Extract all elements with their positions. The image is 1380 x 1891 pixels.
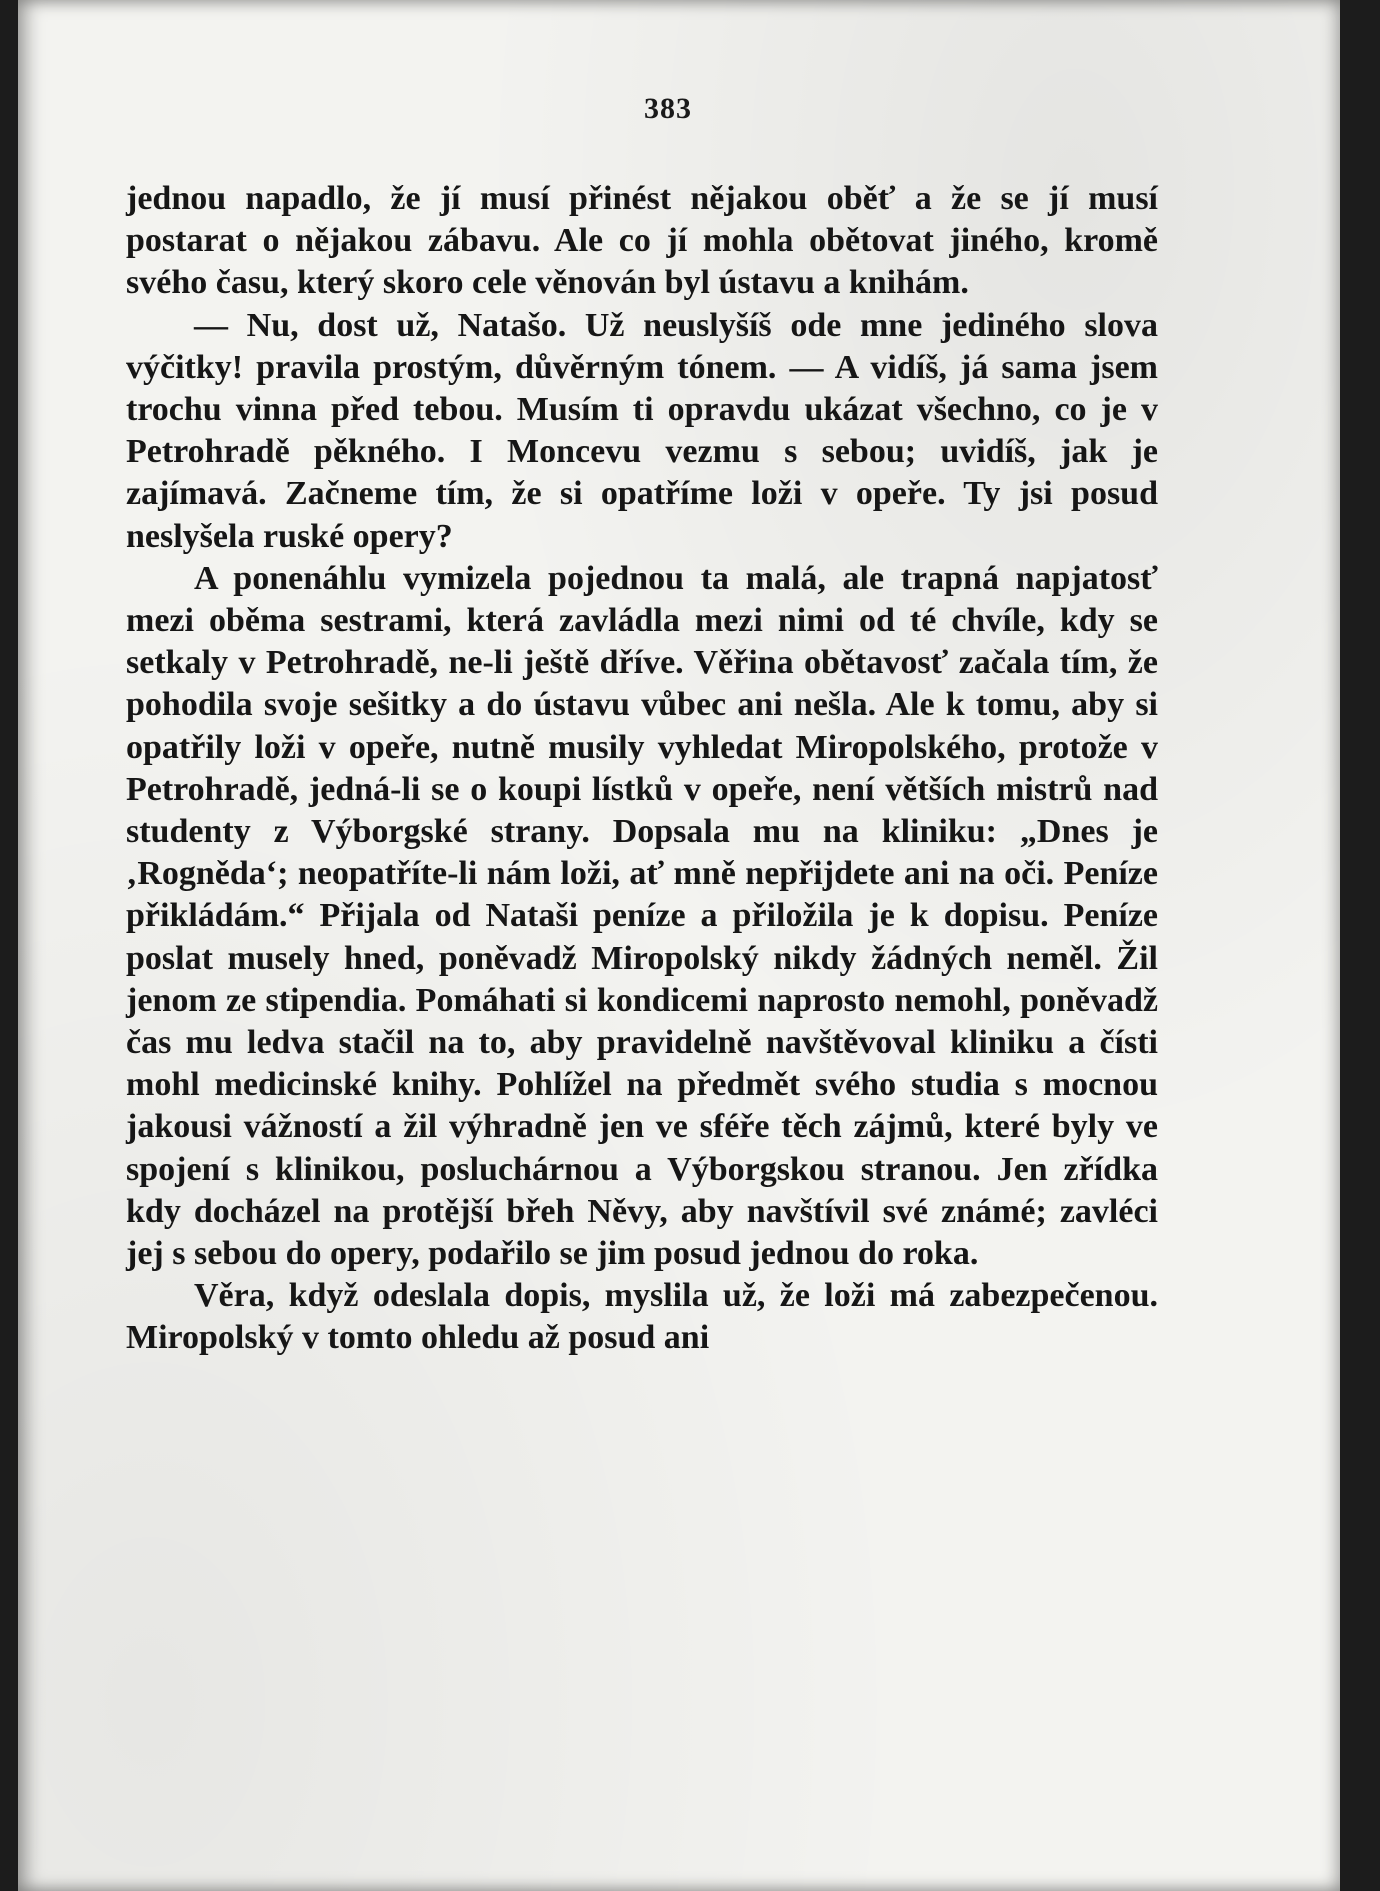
- paragraph: Věra, když odeslala dopis, myslila už, že loži má zabezpečenou. Miropolský v tomto ohledu až posud ani: [126, 1277, 1158, 1357]
- page-number: 383: [644, 92, 692, 125]
- paragraph: jednou napadlo, že jí musí přinést nějakou oběť a že se jí musí postarat o nějakou zábavu. Ale co jí mohla obětovat jiného, kromě svého času, který skoro cele věnován byl ústavu a knihám.: [126, 180, 1158, 302]
- paragraph: A ponenáhlu vymizela pojednou ta malá, ale trapná napjatosť mezi oběma sestrami, která zavládla mezi nimi od té chvíle, kdy se setkaly v Petrohradě, ne-li ještě dříve. Věřina obětavosť začala tím, že pohodila svoje sešitky a do ústavu vůbec ani nešla. Ale k tomu, aby si opatřily loži v opeře, nutně musily vyhledat Miropolského, protože v Petrohradě, jedná-li se o koupi lístků v opeře, není větších mistrů nad studenty z Výborgské strany. Dopsala mu na kliniku: „Dnes je ‚Rogněda‘; neopatříte-li nám loži, ať mně nepřijdete ani na oči. Peníze přikládám.“ Přijala od Nataši peníze a přiložila je k dopisu. Peníze poslat musely hned, poněvadž Miropolský nikdy žádných neměl. Žil jenom ze stipendia. Pomáhati si kondicemi naprosto nemohl, poněvadž čas mu ledva stačil na to, aby pravidelně navštěvoval kliniku a čísti mohl medicinské knihy. Pohlížel na předmět svého studia s mocnou jakousi vážností a žil výhradně jen ve sféře těch zájmů, které byly ve spojení s klinikou, posluchárnou a Výborgskou stranou. Jen zřídka kdy docházel na protější břeh Něvy, aby navštívil své známé; zavléci jej s sebou do opery, podařilo se jim posud jednou do roka.: [126, 559, 1158, 1273]
- paragraph: — Nu, dost už, Natašo. Už neuslyšíš ode mne jediného slova výčitky! pravila prostým, důvěrným tónem. — A vidíš, já sama jsem trochu vinna před tebou. Musím ti opravdu ukázat všechno, co je v Petrohradě pěkného. I Moncevu vezmu s sebou; uvidíš, jak je zajímavá. Začneme tím, že si opatříme loži v opeře. Ty jsi posud neslyšela ruské opery?: [126, 306, 1158, 555]
- book-page: [18, 0, 1340, 1891]
- body-text: [126, 178, 1158, 1360]
